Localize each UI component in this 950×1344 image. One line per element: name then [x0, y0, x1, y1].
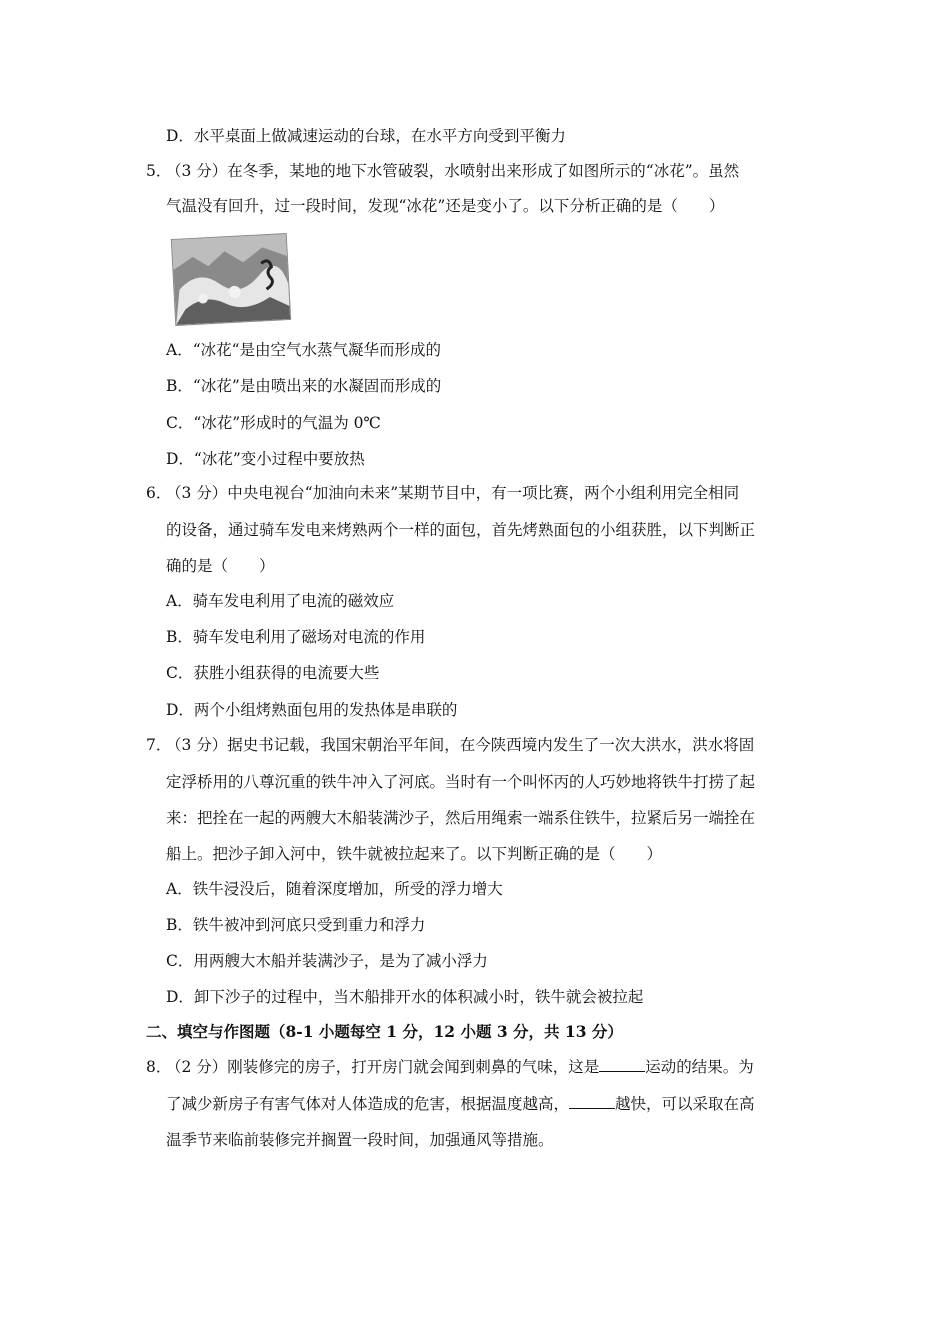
ice-flower-photo	[171, 233, 291, 326]
q8-stem-line2-part2: 越快，可以采取在高	[615, 1095, 755, 1113]
q7-option-c: C．用两艘大木船并装满沙子，是为了减小浮力	[166, 952, 488, 970]
q7-option-d: D．卸下沙子的过程中，当木船排开水的体积减小时，铁牛就会被拉起	[166, 988, 644, 1006]
q5-number: 5．	[146, 162, 172, 180]
ice-flower-image	[172, 234, 290, 325]
q8-stem-line2	[166, 1094, 755, 1114]
q6-option-d: D．两个小组烤熟面包用的发热体是串联的	[166, 701, 458, 719]
q6-option-c: C．获胜小组获得的电流要大些	[166, 664, 380, 682]
q8-stem-line2-part1: 了减少新房子有害气体对人体造成的危害，根据温度越高，	[166, 1095, 570, 1113]
answer-blank-2[interactable]	[569, 1094, 615, 1109]
q6-number: 6．	[146, 484, 172, 502]
q7-stem-line3: 来：把拴在一起的两艘大木船装满沙子，然后用绳索一端系住铁牛，拉紧后另一端拴在	[166, 809, 756, 827]
q7-stem-line2: 定浮桥用的八尊沉重的铁牛冲入了河底。当时有一个叫怀丙的人巧妙地将铁牛打捞了起	[166, 773, 756, 791]
q6-stem-line1: （3 分）中央电视台“加油向未来”某期节目中，有一项比赛，两个小组利用完全相同	[166, 484, 740, 502]
q7-number: 7．	[146, 736, 172, 754]
q5-option-a: A．“冰花“是由空气水蒸气凝华而形成的	[166, 341, 442, 359]
answer-blank-1[interactable]	[599, 1057, 645, 1072]
q6-stem-line2: 的设备，通过骑车发电来烤熟两个一样的面包，首先烤熟面包的小组获胜，以下判断正	[166, 521, 756, 539]
q7-option-b: B．铁牛被冲到河底只受到重力和浮力	[166, 916, 426, 934]
q7-stem-line4: 船上。把沙子卸入河中，铁牛就被拉起来了。以下判断正确的是（ ）	[166, 845, 663, 863]
q5-option-b: B．“冰花”是由喷出来的水凝固而形成的	[166, 377, 442, 395]
q4-option-d: D．水平桌面上做减速运动的台球，在水平方向受到平衡力	[166, 127, 566, 145]
q6-option-a: A．骑车发电利用了电流的磁效应	[166, 592, 395, 610]
q5-stem-line2: 气温没有回升，过一段时间，发现“冰花”还是变小了。以下分析正确的是（ ）	[166, 197, 725, 215]
q7-option-a: A．铁牛浸没后，随着深度增加，所受的浮力增大	[166, 880, 503, 898]
q5-stem-line1: （3 分）在冬季，某地的地下水管破裂，水喷射出来形成了如图所示的“冰花”。虽然	[166, 162, 740, 180]
section-2-title: 二、填空与作图题（8-1 小题每空 1 分，12 小题 3 分，共 13 分）	[146, 1022, 623, 1041]
q8-stem-line3: 温季节来临前装修完并搁置一段时间，加强通风等措施。	[166, 1131, 554, 1149]
q8-number: 8．	[146, 1058, 172, 1076]
q8-stem-line1-part2: 运动的结果。为	[645, 1058, 754, 1076]
q7-stem-line1: （3 分）据史书记载，我国宋朝治平年间，在今陕西境内发生了一次大洪水，洪水将固	[166, 736, 755, 754]
q6-stem-line3: 确的是（ ）	[166, 557, 275, 575]
q5-option-c: C．“冰花”形成时的气温为 0℃	[166, 414, 381, 432]
q8-stem-line1	[166, 1057, 754, 1077]
q6-option-b: B．骑车发电利用了磁场对电流的作用	[166, 628, 426, 646]
q8-stem-line1-part1: （2 分）刚装修完的房子，打开房门就会闻到刺鼻的气味，这是	[166, 1058, 600, 1076]
q5-option-d: D．“冰花”变小过程中要放热	[166, 450, 365, 468]
